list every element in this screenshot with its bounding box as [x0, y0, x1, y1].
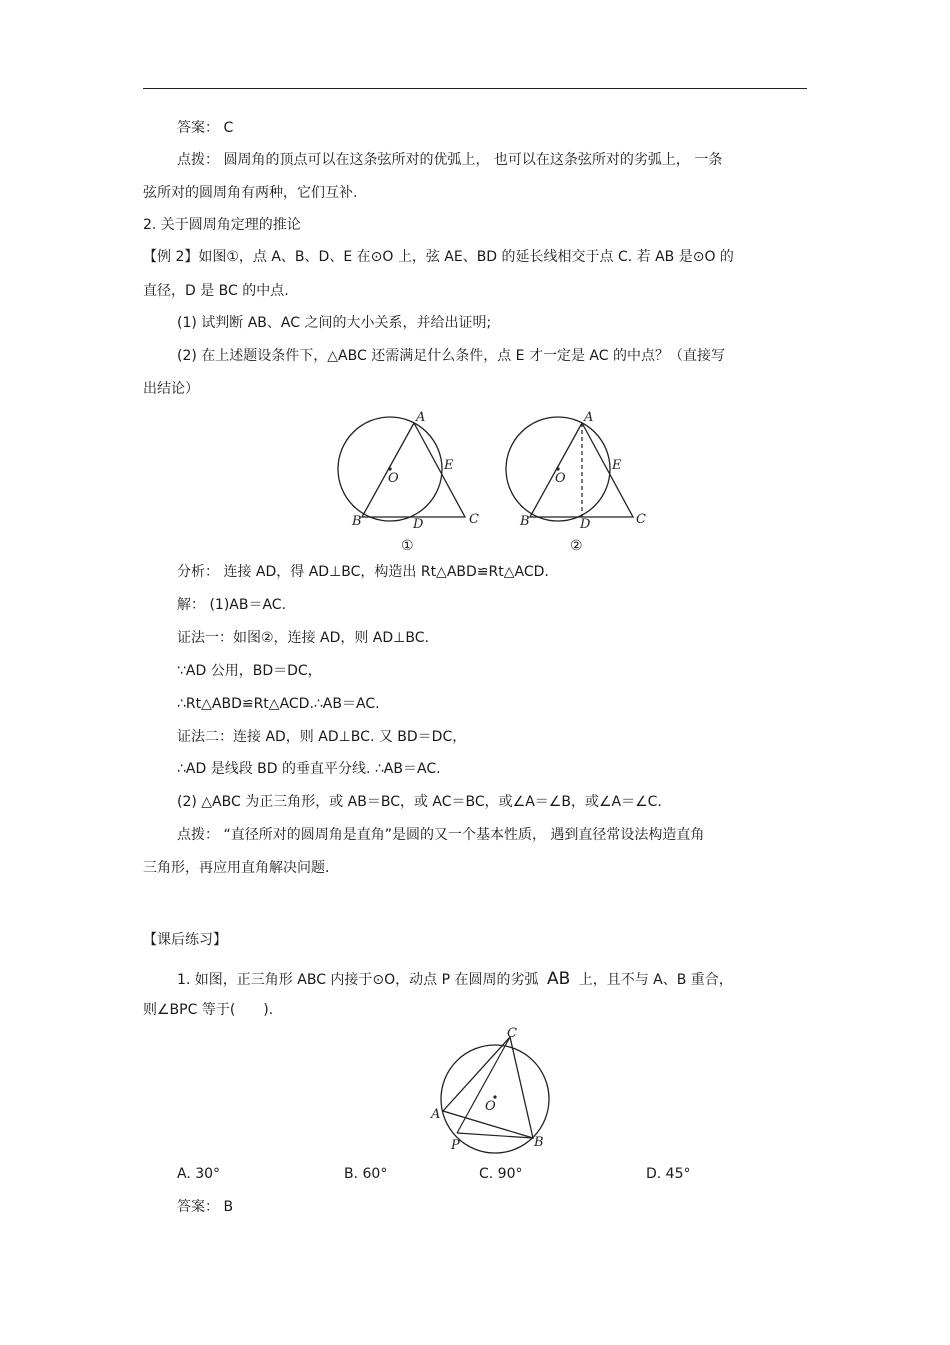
exercise-1-text-b: 上，且不与 A、B 重合，	[578, 972, 733, 988]
caption-1: ①	[401, 538, 414, 554]
example-2-figure	[330, 405, 650, 555]
arc-ab: AB	[546, 969, 571, 989]
proof-1-line-1: 证法一：如图②，连接 AD，则 AD⊥BC.	[177, 630, 429, 646]
label-b-3: B	[534, 1135, 544, 1150]
solution-line: 解： (1)AB＝AC.	[177, 597, 287, 613]
label-a: A	[416, 410, 426, 425]
example-2-line-1: 【例 2】如图①，点 A、B、D、E 在⊙O 上，弦 AE、BD 的延长线相交于点 C. 若 AB 是⊙O 的	[143, 249, 734, 265]
question-1: (1) 试判断 AB、AC 之间的大小关系，并给出证明;	[177, 315, 492, 331]
label-o: O	[388, 471, 399, 486]
label-e: E	[444, 458, 454, 473]
question-2-line-2: 出结论）	[143, 381, 199, 397]
label-b-2: B	[520, 514, 530, 529]
label-o-3: O	[485, 1099, 496, 1114]
example-2-line-2: 直径，D 是 BC 的中点.	[143, 283, 289, 299]
tip-line-2: 弦所对的圆周角有两种，它们互补.	[143, 185, 358, 201]
figure-2	[506, 410, 646, 554]
label-e-2: E	[612, 458, 622, 473]
answer-line-1: 答案： C	[177, 120, 234, 136]
label-o-2: O	[555, 471, 566, 486]
label-c-3: C	[507, 1026, 517, 1041]
figure-1	[338, 410, 479, 554]
exercise-1-figure	[425, 1025, 565, 1157]
option-d[interactable]: D. 45°	[646, 1166, 691, 1182]
segment-pb	[457, 1133, 533, 1138]
label-d-2: D	[580, 517, 591, 532]
analysis-line: 分析： 连接 AD，得 AD⊥BC，构造出 Rt△ABD≌Rt△ACD.	[177, 564, 549, 580]
label-a-3: A	[431, 1107, 441, 1122]
label-a-2: A	[584, 410, 594, 425]
option-c[interactable]: C. 90°	[479, 1166, 523, 1182]
option-b[interactable]: B. 60°	[344, 1166, 388, 1182]
label-p-3: P	[451, 1138, 460, 1153]
tip-2-line-2: 三角形，再应用直角解决问题.	[143, 860, 330, 876]
question-2-line-1: (2) 在上述题设条件下，△ABC 还需满足什么条件，点 E 才一定是 AC 的中点？（直接写	[177, 348, 725, 364]
exercise-1-line-2: 则∠BPC 等于( ).	[143, 1002, 274, 1018]
section-heading: 2. 关于圆周角定理的推论	[143, 217, 301, 233]
proof-1-line-3: ∴Rt△ABD≌Rt△ACD.∴AB＝AC.	[177, 696, 380, 712]
proof-2-line-1: 证法二：连接 AD，则 AD⊥BC. 又 BD＝DC，	[177, 729, 467, 745]
proof-1-line-2: ∵AD 公用，BD＝DC，	[177, 663, 322, 679]
header-rule	[143, 88, 807, 89]
label-d: D	[413, 517, 424, 532]
practice-heading: 【课后练习】	[143, 932, 227, 948]
tip-2-line-1: 点拨： “直径所对的圆周角是直角”是圆的又一个基本性质， 遇到直径常设法构造直角	[177, 827, 705, 843]
label-c: C	[469, 512, 479, 527]
tip-line-1: 点拨： 圆周角的顶点可以在这条弦所对的优弧上， 也可以在这条弦所对的劣弧上， 一条	[177, 152, 723, 168]
proof-2-line-2: ∴AD 是线段 BD 的垂直平分线. ∴AB＝AC.	[177, 761, 441, 777]
label-b: B	[352, 514, 362, 529]
answer-line-2: 答案： B	[177, 1199, 234, 1215]
exercise-1-line-1	[177, 969, 733, 989]
solution-2-line: (2) △ABC 为正三角形，或 AB＝BC，或 AC＝BC，或∠A＝∠B，或∠A＝∠C.	[177, 794, 662, 810]
caption-2: ②	[570, 538, 583, 554]
triangle-abc-3	[443, 1037, 533, 1138]
label-c-2: C	[636, 512, 646, 527]
segment-pc	[457, 1037, 510, 1133]
option-a[interactable]: A. 30°	[177, 1166, 221, 1182]
exercise-1-text-a: 1. 如图，正三角形 ABC 内接于⊙O，动点 P 在圆周的劣弧	[177, 972, 539, 988]
